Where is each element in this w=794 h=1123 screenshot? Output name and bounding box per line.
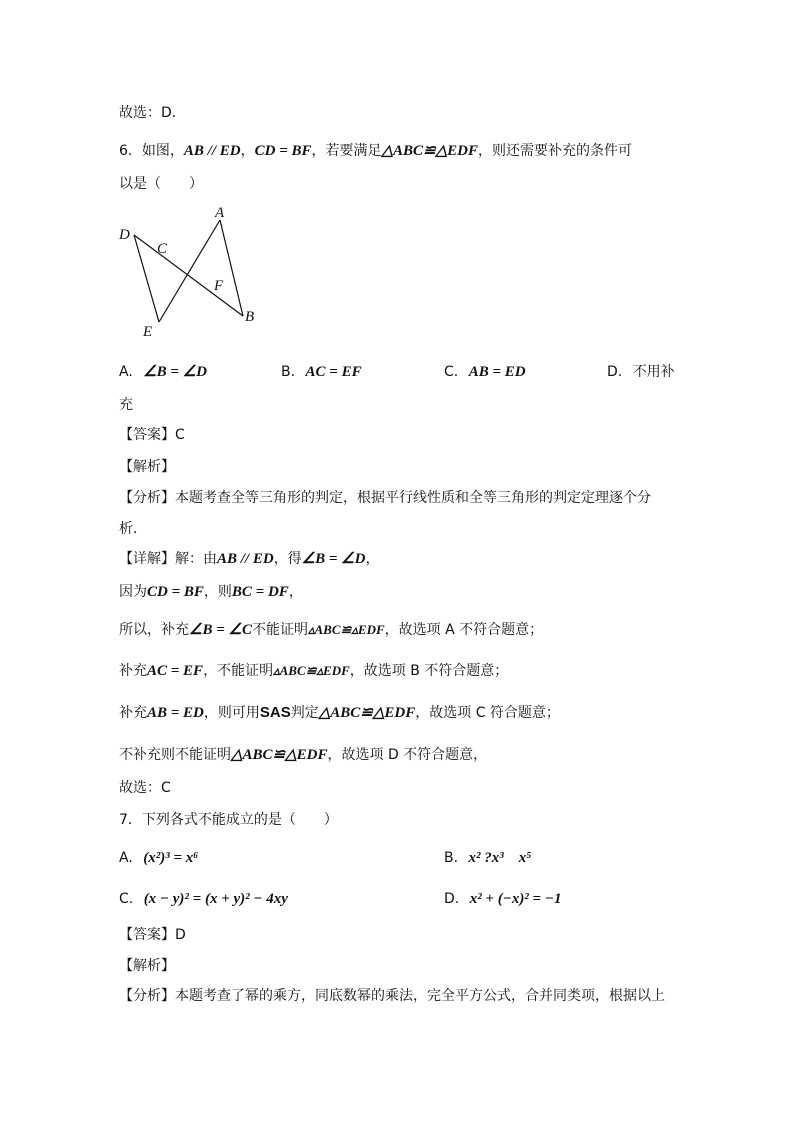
option-math: AC = EF xyxy=(305,364,362,380)
point-label-d: D xyxy=(119,227,130,243)
option-label: C. xyxy=(444,364,459,380)
q6-answer: 【答案】C xyxy=(119,427,185,443)
text: 补充 xyxy=(119,663,147,679)
q6-tail: ，则还需要补充的条件可 xyxy=(478,143,633,159)
text: 判定 xyxy=(290,705,319,721)
point-label-f: F xyxy=(214,278,224,294)
text: ，则可用 xyxy=(203,705,260,721)
math: △ABC≌△EDF xyxy=(318,705,416,721)
question-6-stem-line2: 以是（ ） xyxy=(119,176,203,192)
option-label: A. xyxy=(119,364,133,380)
q6-mid: ，若要满足 xyxy=(311,143,382,159)
q6-detail-line3 xyxy=(119,620,543,640)
math: ∠B = ∠D xyxy=(301,551,366,567)
text: ，故选项 A 不符合题意； xyxy=(384,622,544,638)
q6-solution-end: 故选：C xyxy=(119,780,171,796)
option-label: D. xyxy=(607,364,623,380)
math: AB = ED xyxy=(147,705,204,721)
q7-option-b xyxy=(444,848,531,868)
q6-analysis: 【分析】本题考查全等三角形的判定，根据平行线性质和全等三角形的判定定理逐个分 xyxy=(119,490,651,506)
math: AB // ED xyxy=(217,551,274,567)
text: ，得 xyxy=(273,551,302,567)
math: △ABC≌△EDF xyxy=(231,747,328,763)
q7-jiexi-heading: 【解析】 xyxy=(119,958,175,974)
q6-congruence: △ABC≌△EDF xyxy=(381,143,479,159)
math: SAS xyxy=(259,704,291,721)
question-6-stem xyxy=(119,141,632,161)
text: ，故选项 D 不符合题意， xyxy=(327,747,488,763)
text: 补充 xyxy=(119,705,147,721)
point-label-c: C xyxy=(157,241,168,257)
math: ▵ABC≌▵EDF xyxy=(273,663,350,678)
q6-jiexi-heading: 【解析】 xyxy=(119,459,175,475)
q6-number: 6．如图， xyxy=(119,143,184,159)
point-label-a: A xyxy=(215,205,225,221)
option-label: D. xyxy=(444,891,460,907)
text: ，则 xyxy=(203,584,232,600)
q6-option-b xyxy=(281,362,362,382)
q7-option-a xyxy=(119,848,198,868)
q6-detail-line4 xyxy=(119,661,508,681)
text: 所以，补充 xyxy=(119,622,189,638)
text: 因为 xyxy=(119,584,147,600)
text: 【详解】解：由 xyxy=(119,551,217,567)
option-math: x² + (−x)² = −1 xyxy=(469,891,562,907)
option-label: C. xyxy=(119,891,134,907)
option-label: B. xyxy=(281,364,296,380)
geometry-figure xyxy=(110,198,270,348)
option-math: ∠B = ∠D xyxy=(143,364,208,380)
text: 不能证明 xyxy=(251,622,308,638)
text: 不补充则不能证明 xyxy=(119,747,231,763)
math: ▵ABC≌▵EDF xyxy=(307,622,385,637)
q6-separator: ， xyxy=(240,143,255,159)
q7-answer: 【答案】D xyxy=(119,927,186,943)
text: ，故选项 C 符合题意； xyxy=(415,705,560,721)
text: ， xyxy=(288,584,303,600)
math: BC = DF xyxy=(231,584,289,600)
q6-option-d-wrap: 充 xyxy=(119,397,133,413)
math: AC = EF xyxy=(147,663,204,679)
option-math: (x − y)² = (x + y)² − 4xy xyxy=(143,891,288,907)
option-math: x² ?x³ x⁵ xyxy=(468,850,532,866)
option-math: (x²)³ = x⁶ xyxy=(143,850,199,866)
segment-ea xyxy=(159,220,220,322)
segment-de xyxy=(134,235,159,322)
q6-option-c xyxy=(444,362,526,382)
point-label-b: B xyxy=(245,309,255,325)
text: ，故选项 B 不符合题意； xyxy=(349,663,509,679)
text: ， xyxy=(365,551,380,567)
q6-detail-line1 xyxy=(119,549,379,569)
option-math: AB = ED xyxy=(468,364,526,380)
q7-analysis: 【分析】本题考查了幂的乘方，同底数幂的乘法，完全平方公式，合并同类项，根据以上 xyxy=(119,988,665,1004)
point-label-e: E xyxy=(143,324,153,340)
q6-condition-equal: CD = BF xyxy=(254,143,312,159)
math: ∠B = ∠C xyxy=(189,622,252,638)
q6-detail-line6 xyxy=(119,745,487,765)
q6-detail-line2 xyxy=(119,582,303,602)
q7-option-d xyxy=(444,889,561,909)
option-label: B. xyxy=(444,850,459,866)
q6-analysis-wrap: 析． xyxy=(119,521,147,537)
q6-detail-line5 xyxy=(119,703,560,723)
q6-condition-parallel: AB // ED xyxy=(183,143,241,159)
option-label: A. xyxy=(119,850,133,866)
option-text: 不用补 xyxy=(632,364,675,380)
math: CD = BF xyxy=(147,584,204,600)
q6-option-d xyxy=(607,362,675,382)
q6-option-a xyxy=(119,362,207,382)
text: ，不能证明 xyxy=(203,663,274,679)
prev-solution-end: 故选：D． xyxy=(119,105,186,121)
q7-option-c xyxy=(119,889,288,909)
question-7-stem: 7．下列各式不能成立的是（ ） xyxy=(119,812,338,828)
